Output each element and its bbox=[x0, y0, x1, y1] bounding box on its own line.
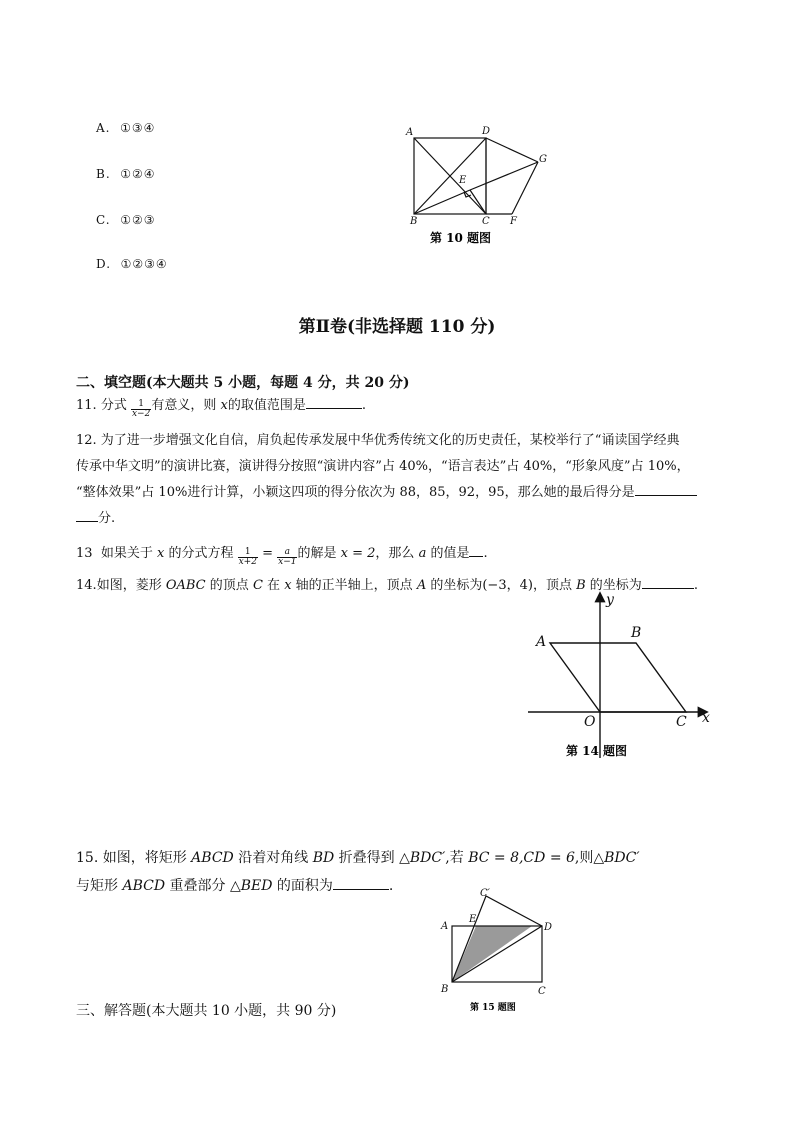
segment-eg bbox=[470, 162, 538, 190]
label-c: C bbox=[676, 714, 687, 730]
q12 bbox=[76, 432, 718, 536]
segment-ec bbox=[470, 190, 486, 214]
label-b: B bbox=[631, 625, 642, 641]
label-e: E bbox=[459, 175, 467, 186]
label-d: D bbox=[544, 922, 553, 933]
segment-dg bbox=[486, 138, 538, 162]
q15-figure bbox=[436, 886, 560, 1016]
q13: 13 如果关于 x 的分式方程 $\frac{1}{x+2}$ = $\frac{a}{x-1}$ 的解是 x = 2，那么 a 的值是 . bbox=[76, 546, 488, 567]
label-a: A bbox=[536, 634, 547, 650]
q14-figure bbox=[520, 588, 720, 763]
label-d: D bbox=[482, 126, 491, 137]
label-y: y bbox=[606, 592, 614, 608]
label-c: C bbox=[482, 216, 490, 227]
q12-line3: “整体效果”占 10%进行计算，小颖这四项的得分依次为 88，85，92，95，那么她的最后得分是 bbox=[76, 484, 718, 510]
label-f: F bbox=[510, 216, 517, 227]
label-a: A bbox=[406, 127, 414, 138]
q13-fraction-left: $\frac{1}{x+2}$ bbox=[238, 547, 257, 567]
rhombus-oabc bbox=[550, 643, 686, 712]
q15-answer-blank bbox=[333, 889, 389, 890]
segment-be bbox=[414, 190, 470, 214]
q13-fraction-right: $\frac{a}{x-1}$ bbox=[278, 547, 297, 567]
q11-answer-blank bbox=[306, 408, 362, 409]
label-c: C bbox=[538, 986, 546, 997]
section2-heading: 二、填空题(本大题共 5 小题，每题 4 分，共 20 分) bbox=[76, 375, 410, 391]
q13-answer-blank bbox=[469, 556, 483, 557]
section3-heading: 三、解答题(本大题共 10 小题，共 90 分) bbox=[76, 1003, 337, 1019]
label-g: G bbox=[539, 154, 547, 165]
q10-option-b: B. ①②④ bbox=[96, 167, 156, 181]
label-b: B bbox=[410, 216, 418, 227]
q11-fraction: $\frac{1}{x-2}$ bbox=[131, 399, 151, 419]
segment-gf bbox=[512, 162, 538, 214]
label-e: E bbox=[469, 914, 477, 925]
q11: 11. 分式 $\frac{1}{x-2}$ 有意义，则 x的取值范围是 . bbox=[76, 398, 366, 419]
q10-option-a: A. ①③④ bbox=[96, 121, 156, 135]
q15-line1: 15. 如图，将矩形 ABCD 沿着对角线 BD 折叠得到 △BDC′,若 BC = 8,CD = 6,则△BDC′ bbox=[76, 850, 640, 866]
overlap-triangle-bed bbox=[452, 926, 532, 982]
q14-caption: 第 14 题图 bbox=[566, 744, 628, 758]
q15-caption: 第 15 题图 bbox=[470, 1003, 516, 1013]
q12-line2: 传承中华文明”的演讲比赛，演讲得分按照“演讲内容”占 40%，“语言表达”占 40%，“形象风度”占 10%， bbox=[76, 459, 690, 474]
q15-line2: 与矩形 ABCD 重叠部分 △BED 的面积为 . bbox=[76, 878, 394, 894]
q12-answer-blank bbox=[635, 495, 697, 496]
q14: 14.如图，菱形 OABC 的顶点 C 在 x 轴的正半轴上，顶点 A 的坐标为(−3，4)，顶点 B 的坐标为 . bbox=[76, 578, 698, 593]
q10-caption: 第 10 题图 bbox=[430, 231, 492, 245]
label-o: O bbox=[584, 714, 596, 730]
q12-line1: 12. 为了进一步增强文化自信，肩负起传承发展中华优秀传统文化的历史责任，某校举行了“诵读国学经典 bbox=[76, 433, 680, 448]
q10-option-d: D. ①②③④ bbox=[96, 257, 168, 271]
label-a: A bbox=[441, 921, 449, 932]
q12-line4: 分. bbox=[76, 510, 718, 536]
label-x: x bbox=[702, 710, 710, 726]
label-b: B bbox=[441, 984, 449, 995]
q10-figure bbox=[400, 120, 560, 250]
label-c-prime: C′ bbox=[480, 888, 490, 899]
q10-option-c: C. ①②③ bbox=[96, 213, 156, 227]
part2-title: 第Ⅱ卷(非选择题 110 分) bbox=[298, 317, 496, 337]
